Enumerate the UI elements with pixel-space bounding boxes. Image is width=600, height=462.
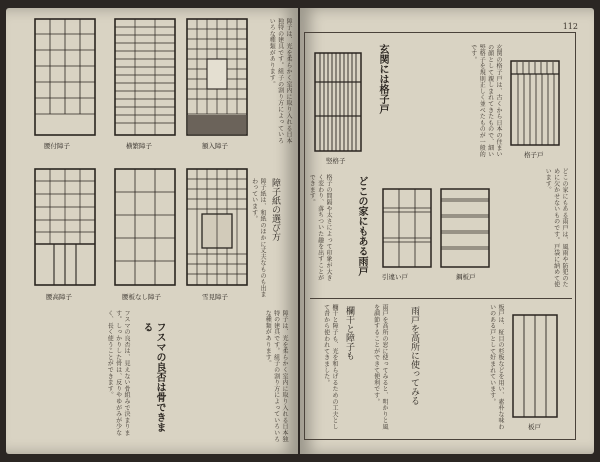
body-text: 格子の間隔や太さによって印象が大きく変わり、落ちついた趣を出すことができます。 [308, 174, 332, 282]
lattice-sliding-door-illustration [510, 60, 560, 146]
left-page [6, 8, 298, 454]
body-text: どこの家にもある雨戸は、風雨や防犯のために欠かせないものです。戸袋に納めて使います。 [544, 168, 568, 288]
body-text: 障子は、光を柔らかく室内に取り入れる日本独特の建具です。組子の割り方によっていろいろな種類があります。 [268, 18, 292, 144]
body-text: フスマの良否は、見えない骨組みで決まります。しっかりした骨は、反りやゆがみが少なく、長く使うことができます。 [106, 310, 130, 436]
page-number: 112 [562, 22, 578, 31]
panel-door-illustration [440, 188, 490, 268]
sliding-door-illustration [382, 188, 432, 268]
shoji-illustration-3 [186, 18, 248, 136]
figure-caption: 腰板なし障子 [122, 293, 161, 301]
section-heading: 欄干と障子も [344, 306, 354, 360]
figure-caption: 横繁障子 [126, 142, 152, 150]
section-heading: 雨戸を高所に使ってみる [409, 306, 419, 405]
section-heading: 玄関には格子戸 [377, 44, 388, 114]
shoji-illustration-2 [114, 18, 176, 136]
figure-caption: 引違い戸 [382, 273, 408, 281]
figure-caption: 雪見障子 [202, 293, 228, 301]
body-text: 玄関の格子戸は、古くから日本の住まいの顔として親しまれてきたもので、細い竪格子を規則正しく並べたものが一般的です。 [469, 44, 502, 158]
figure-caption: 鋼板戸 [456, 273, 476, 281]
body-text: 雨戸を高所の窓に使ってみると、明かりと風を調節することができて便利です。 [372, 304, 388, 430]
body-text: 障子紙は、和紙のほかに丈夫なものも出まわっています。 [250, 178, 266, 298]
figure-caption: 腰高障子 [46, 293, 72, 301]
section-heading: フスマの良否は骨できまる [141, 322, 165, 432]
divider [310, 298, 572, 299]
body-text: 欄干と障子も、光を和らげるための工夫として昔から使われてきました。 [322, 304, 338, 430]
figure-caption: 腰付障子 [44, 142, 70, 150]
shoji-illustration-6 [186, 168, 248, 286]
lattice-door-illustration [314, 52, 362, 152]
figure-caption: 額入障子 [202, 142, 228, 150]
shoji-illustration-4 [34, 168, 96, 286]
plank-door-illustration [512, 314, 558, 418]
figure-caption: 板戸 [528, 423, 541, 431]
figure-caption: 格子戸 [524, 151, 544, 159]
body-text: 板戸は、柾目の杉板などを用い、素朴な味わいのある戸として好まれています。 [488, 304, 504, 430]
section-heading: どこの家にもある雨戸 [356, 176, 367, 276]
body-text: 障子は、光を柔らかく室内に取り入れる日本独特の建具です。組子の割り方によっていろいろな種類があります。 [264, 310, 288, 443]
right-page [300, 8, 594, 454]
section-heading: 障子紙の選び方 [270, 178, 280, 241]
shoji-illustration-1 [34, 18, 96, 136]
shoji-illustration-5 [114, 168, 176, 286]
figure-caption: 竪格子 [326, 157, 346, 165]
